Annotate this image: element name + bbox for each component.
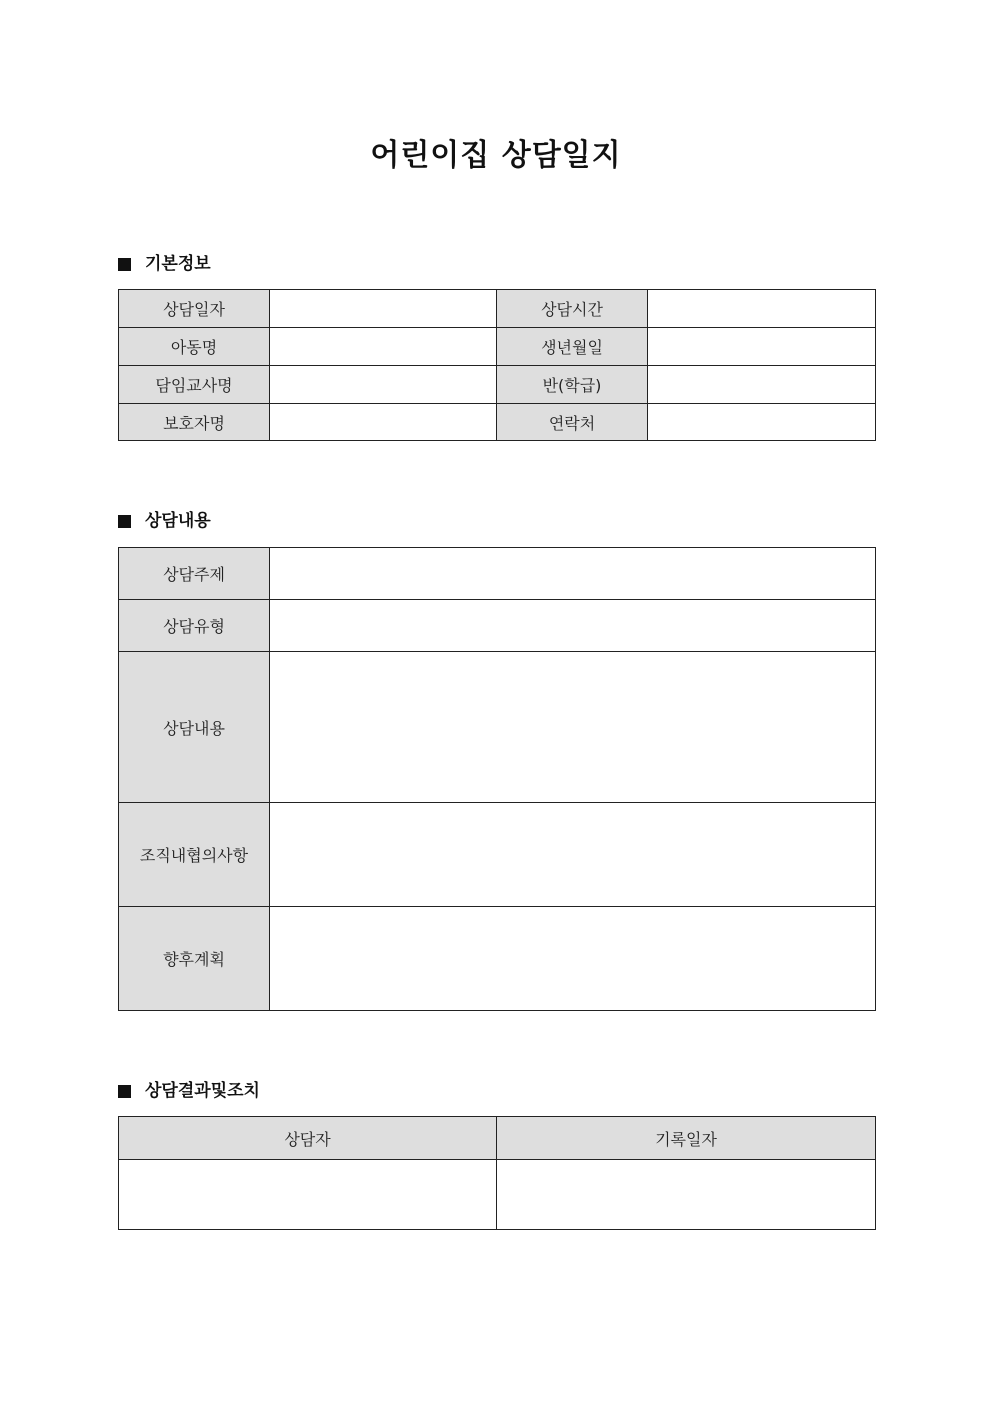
table-row: [119, 328, 876, 366]
field-label: 상담내용: [119, 652, 270, 803]
field-label: 상담일자: [119, 290, 270, 328]
square-bullet-icon: [118, 1085, 131, 1098]
table-row: [119, 1160, 876, 1230]
field-label: 아동명: [119, 328, 270, 366]
table-row: [119, 366, 876, 404]
guardian-name-field[interactable]: [270, 404, 497, 441]
consultation-table: [118, 547, 876, 1011]
counsel-time-field[interactable]: [648, 290, 876, 328]
result-table: [118, 1116, 876, 1230]
column-header-counselor: 상담자: [119, 1117, 497, 1160]
counsel-topic-field[interactable]: [270, 548, 876, 600]
class-field[interactable]: [648, 366, 876, 404]
section-heading-result: [118, 1079, 260, 1103]
counsel-type-field[interactable]: [270, 600, 876, 652]
field-label: 생년월일: [497, 328, 648, 366]
table-header-row: [119, 1117, 876, 1160]
basic-info-table: [118, 289, 876, 441]
teacher-name-field[interactable]: [270, 366, 497, 404]
counsel-date-field[interactable]: [270, 290, 497, 328]
field-label: 담임교사명: [119, 366, 270, 404]
section-heading-label: 상담결과및조치: [145, 1081, 260, 1101]
child-name-field[interactable]: [270, 328, 497, 366]
square-bullet-icon: [118, 258, 131, 271]
internal-discussion-field[interactable]: [270, 803, 876, 907]
table-row: [119, 600, 876, 652]
field-label: 연락처: [497, 404, 648, 441]
section-heading-consultation: [118, 509, 211, 533]
section-heading-label: 기본정보: [145, 254, 211, 274]
table-row: [119, 907, 876, 1011]
contact-field[interactable]: [648, 404, 876, 441]
future-plan-field[interactable]: [270, 907, 876, 1011]
section-heading-label: 상담내용: [145, 511, 211, 531]
counsel-content-field[interactable]: [270, 652, 876, 803]
counselor-field[interactable]: [119, 1160, 497, 1230]
birth-date-field[interactable]: [648, 328, 876, 366]
field-label: 상담유형: [119, 600, 270, 652]
square-bullet-icon: [118, 515, 131, 528]
table-row: [119, 803, 876, 907]
table-row: [119, 404, 876, 441]
table-row: [119, 652, 876, 803]
field-label: 조직내협의사항: [119, 803, 270, 907]
column-header-record-date: 기록일자: [497, 1117, 876, 1160]
page-title: 어린이집 상담일지: [370, 138, 622, 173]
field-label: 상담주제: [119, 548, 270, 600]
table-row: [119, 548, 876, 600]
field-label: 보호자명: [119, 404, 270, 441]
record-date-field[interactable]: [497, 1160, 876, 1230]
field-label: 반(학급): [497, 366, 648, 404]
table-row: [119, 290, 876, 328]
field-label: 향후계획: [119, 907, 270, 1011]
section-heading-basic-info: [118, 252, 211, 276]
field-label: 상담시간: [497, 290, 648, 328]
